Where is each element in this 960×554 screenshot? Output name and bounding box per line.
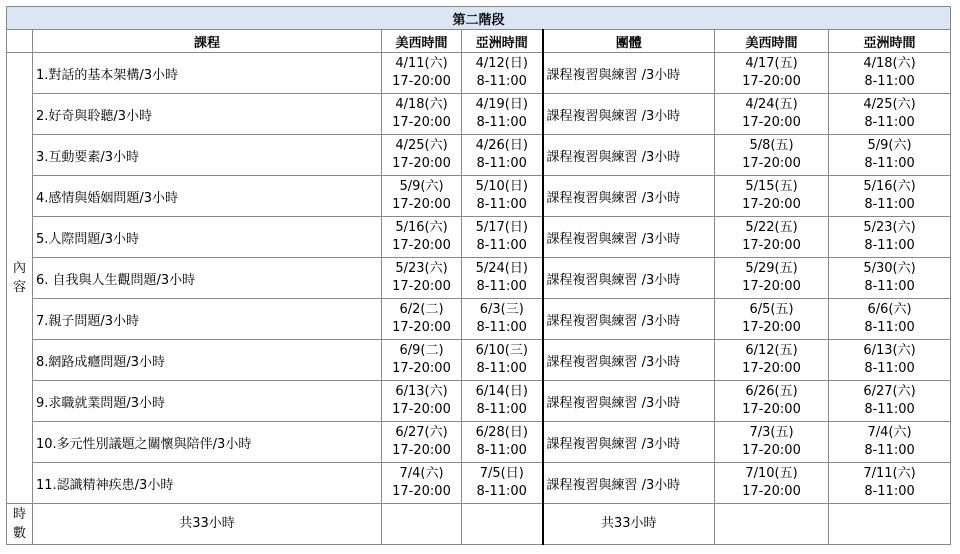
table-row bbox=[7, 53, 951, 94]
table-row bbox=[7, 463, 951, 504]
course-name: 4.感情與婚姻問題/3小時 bbox=[33, 176, 382, 217]
west-time-cell: 6/27(六) 17-20:00 bbox=[382, 422, 462, 463]
group-asia-time-cell: 7/4(六) 8-11:00 bbox=[829, 422, 951, 463]
group-west-time-cell: 6/26(五) 17-20:00 bbox=[715, 381, 829, 422]
asia-time-cell: 5/24(日) 8-11:00 bbox=[462, 258, 543, 299]
course-total: 共33小時 bbox=[33, 504, 382, 545]
table-row bbox=[7, 340, 951, 381]
group-session-cell: 課程複習與練習 /3小時 bbox=[543, 299, 715, 340]
group-asia-time-cell: 4/18(六) 8-11:00 bbox=[829, 53, 951, 94]
header-row bbox=[7, 30, 951, 53]
west-time-cell: 4/18(六) 17-20:00 bbox=[382, 94, 462, 135]
group-asia-time-cell: 6/13(六) 8-11:00 bbox=[829, 340, 951, 381]
west-time-cell: 5/16(六) 17-20:00 bbox=[382, 217, 462, 258]
group-west-time-cell: 6/12(五) 17-20:00 bbox=[715, 340, 829, 381]
asia-time-cell: 6/3(三) 8-11:00 bbox=[462, 299, 543, 340]
west-time-cell: 6/2(二) 17-20:00 bbox=[382, 299, 462, 340]
course-name: 9.求職就業問題/3小時 bbox=[33, 381, 382, 422]
group-session-cell: 課程複習與練習 /3小時 bbox=[543, 340, 715, 381]
course-name: 7.親子問題/3小時 bbox=[33, 299, 382, 340]
course-name: 2.好奇與聆聽/3小時 bbox=[33, 94, 382, 135]
table-row bbox=[7, 135, 951, 176]
asia-time-cell: 4/19(日) 8-11:00 bbox=[462, 94, 543, 135]
course-name: 6. 自我與人生觀問題/3小時 bbox=[33, 258, 382, 299]
group-asia-time-cell: 6/27(六) 8-11:00 bbox=[829, 381, 951, 422]
table-row bbox=[7, 381, 951, 422]
totals-row bbox=[7, 504, 951, 545]
header-corner bbox=[7, 30, 33, 53]
header-group-west-time: 美西時間 bbox=[715, 30, 829, 53]
table-row bbox=[7, 94, 951, 135]
west-time-cell: 6/9(二) 17-20:00 bbox=[382, 340, 462, 381]
header-group: 團體 bbox=[543, 30, 715, 53]
group-asia-time-cell: 6/6(六) 8-11:00 bbox=[829, 299, 951, 340]
table-title: 第二階段 bbox=[7, 7, 951, 30]
group-session-cell: 課程複習與練習 /3小時 bbox=[543, 94, 715, 135]
group-asia-time-cell: 5/9(六) 8-11:00 bbox=[829, 135, 951, 176]
group-asia-time-cell: 5/23(六) 8-11:00 bbox=[829, 217, 951, 258]
group-session-cell: 課程複習與練習 /3小時 bbox=[543, 217, 715, 258]
group-west-time-cell: 5/15(五) 17-20:00 bbox=[715, 176, 829, 217]
asia-time-cell: 7/5(日) 8-11:00 bbox=[462, 463, 543, 504]
course-name: 11.認識精神疾患/3小時 bbox=[33, 463, 382, 504]
header-group-asia-time: 亞洲時間 bbox=[829, 30, 951, 53]
group-total: 共33小時 bbox=[543, 504, 715, 545]
west-time-cell: 5/23(六) 17-20:00 bbox=[382, 258, 462, 299]
group-session-cell: 課程複習與練習 /3小時 bbox=[543, 381, 715, 422]
group-west-time-cell: 5/29(五) 17-20:00 bbox=[715, 258, 829, 299]
course-name: 5.人際問題/3小時 bbox=[33, 217, 382, 258]
asia-time-cell: 6/28(日) 8-11:00 bbox=[462, 422, 543, 463]
asia-time-cell: 5/10(日) 8-11:00 bbox=[462, 176, 543, 217]
group-asia-time-cell: 7/11(六) 8-11:00 bbox=[829, 463, 951, 504]
content-side-label: 內 容 bbox=[7, 53, 33, 504]
west-time-cell: 4/11(六) 17-20:00 bbox=[382, 53, 462, 94]
group-session-cell: 課程複習與練習 /3小時 bbox=[543, 176, 715, 217]
header-course: 課程 bbox=[33, 30, 382, 53]
west-time-cell: 4/25(六) 17-20:00 bbox=[382, 135, 462, 176]
table-row bbox=[7, 422, 951, 463]
west-time-cell: 6/13(六) 17-20:00 bbox=[382, 381, 462, 422]
empty-cell bbox=[829, 504, 951, 545]
group-west-time-cell: 7/3(五) 17-20:00 bbox=[715, 422, 829, 463]
group-session-cell: 課程複習與練習 /3小時 bbox=[543, 463, 715, 504]
asia-time-cell: 6/14(日) 8-11:00 bbox=[462, 381, 543, 422]
schedule-table bbox=[6, 6, 951, 545]
course-name: 3.互動要素/3小時 bbox=[33, 135, 382, 176]
empty-cell bbox=[462, 504, 543, 545]
group-west-time-cell: 7/10(五) 17-20:00 bbox=[715, 463, 829, 504]
table-row bbox=[7, 299, 951, 340]
group-session-cell: 課程複習與練習 /3小時 bbox=[543, 135, 715, 176]
table-row bbox=[7, 258, 951, 299]
table-row bbox=[7, 217, 951, 258]
group-asia-time-cell: 5/16(六) 8-11:00 bbox=[829, 176, 951, 217]
empty-cell bbox=[382, 504, 462, 545]
course-name: 10.多元性別議題之關懷與陪伴/3小時 bbox=[33, 422, 382, 463]
group-session-cell: 課程複習與練習 /3小時 bbox=[543, 422, 715, 463]
group-asia-time-cell: 4/25(六) 8-11:00 bbox=[829, 94, 951, 135]
asia-time-cell: 6/10(三) 8-11:00 bbox=[462, 340, 543, 381]
empty-cell bbox=[715, 504, 829, 545]
asia-time-cell: 5/17(日) 8-11:00 bbox=[462, 217, 543, 258]
table-row bbox=[7, 176, 951, 217]
group-asia-time-cell: 5/30(六) 8-11:00 bbox=[829, 258, 951, 299]
course-name: 8.網路成癮問題/3小時 bbox=[33, 340, 382, 381]
asia-time-cell: 4/12(日) 8-11:00 bbox=[462, 53, 543, 94]
group-west-time-cell: 6/5(五) 17-20:00 bbox=[715, 299, 829, 340]
group-west-time-cell: 5/22(五) 17-20:00 bbox=[715, 217, 829, 258]
course-name: 1.對話的基本架構/3小時 bbox=[33, 53, 382, 94]
group-west-time-cell: 4/24(五) 17-20:00 bbox=[715, 94, 829, 135]
group-session-cell: 課程複習與練習 /3小時 bbox=[543, 53, 715, 94]
header-asia-time: 亞洲時間 bbox=[462, 30, 543, 53]
west-time-cell: 7/4(六) 17-20:00 bbox=[382, 463, 462, 504]
asia-time-cell: 4/26(日) 8-11:00 bbox=[462, 135, 543, 176]
group-west-time-cell: 4/17(五) 17-20:00 bbox=[715, 53, 829, 94]
group-session-cell: 課程複習與練習 /3小時 bbox=[543, 258, 715, 299]
group-west-time-cell: 5/8(五) 17-20:00 bbox=[715, 135, 829, 176]
hours-side-label: 時 數 bbox=[7, 504, 33, 545]
west-time-cell: 5/9(六) 17-20:00 bbox=[382, 176, 462, 217]
header-west-time: 美西時間 bbox=[382, 30, 462, 53]
